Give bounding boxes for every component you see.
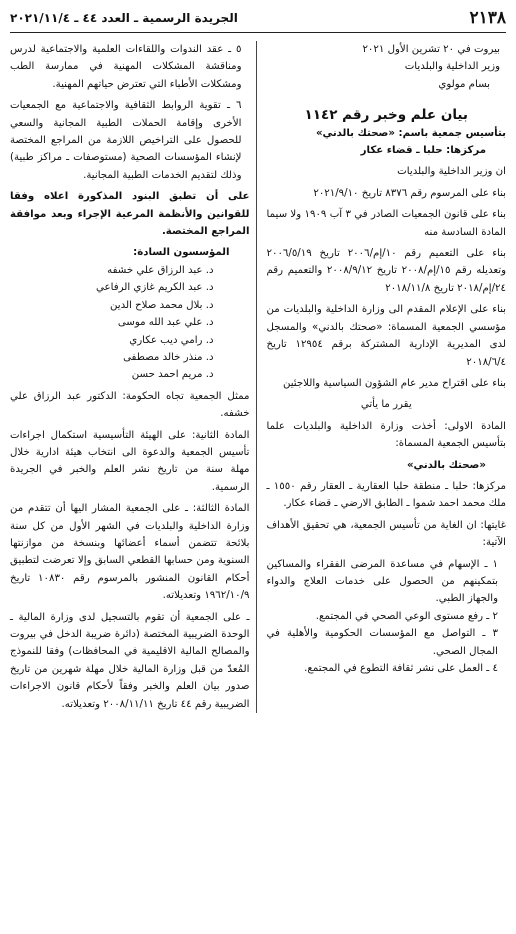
founder-name: د. عبد الرزاق علي خشفه (107, 264, 214, 276)
notice-subtitle: بتأسيس جمعية باسم: «صحتك بالدني» (315, 127, 506, 139)
recital: بناء على المرسوم رقم ٨٣٧٦ تاريخ ٢٠٢١/٩/١٠ (313, 187, 506, 199)
gazette-issue-line: الجريدة الرسمية ـ العدد ٤٤ ـ ٢٠٢١/١١/٤ (10, 11, 238, 25)
notice-title: بيان علم وخبر رقم ١١٤٢ (304, 107, 468, 124)
page-header (10, 8, 506, 33)
recital: بناء على قانون الجمعيات الصادر في ٣ آب ١٩٠٩ ولا سيما المادة السادسة منه (266, 209, 506, 238)
founders-list (10, 244, 250, 383)
decides-heading: يقرر ما يأتي (360, 399, 412, 411)
article-2: المادة الثانية: على الهيئة التأسيسية استكمال اجراءات تأسيس الجمعية والدعوة الى انتخاب هيئة ادارية خلال مهلة سنة من تاريخ نشر العلم والخبر في الجريدة الرسمية. (10, 429, 250, 493)
recital: بناء على التعميم رقم ١٠/إم/٢٠٠٦ تاريخ ٢٠٠٦/٥/١٩ وتعديله رقم ١٥/إم/٢٠٠٨ تاريخ ٢٠٠٨/٩/١٢ والتعميم رقم ٢٤/إم/٢٠١٨ تاريخ ٢٠١٨/١١/٨ (266, 248, 507, 294)
page-number: ٢١٣٨ (469, 8, 506, 28)
founders-title: المؤسسون السادة: (133, 247, 230, 259)
signature-date: بيروت في ٢٠ تشرين الأول ٢٠٢١ (362, 44, 500, 55)
founder-name: د. بلال محمد صلاح الدين (110, 299, 214, 311)
goal-item: ٢ ـ رفع مستوى الوعي الصحي في المجتمع. (315, 610, 498, 622)
two-columns (10, 41, 506, 713)
founder-name: د. علي عبد الله موسى (117, 317, 214, 329)
government-representative: ممثل الجمعية تجاه الحكومة: الدكتور عبد الرزاق علي خشفه. (10, 390, 250, 420)
recital: بناء على الإعلام المقدم الى وزارة الداخلية والبلديات من مؤسسي الجمعية المسماة: «صحتك بالدني» والمسجل لدى المديرية الإدارية المشتركة برقم ١٢٩٥٤ تاريخ ٢٠١٨/٦/٤ (266, 304, 506, 368)
left-column (10, 41, 257, 713)
goal-item: ٤ ـ العمل على نشر ثقافة التطوع في المجتمع. (304, 663, 498, 674)
recital: بناء على اقتراح مدير عام الشؤون السياسية واللاجئين (282, 377, 506, 389)
compliance-clause: على أن تطبق البنود المذكورة اعلاه وفقا للقوانين والأنظمة المرعية الإجراء وبعد موافقة المراجع المختصة. (10, 191, 250, 238)
goal-intro: غايتها: ان الغاية من تأسيس الجمعية، هي تحقيق الأهداف الآتية: (266, 519, 506, 549)
founder-name: د. رامي ديب عكاري (129, 334, 214, 346)
goal-item: ١ ـ الإسهام في مساعدة المرضى الفقراء والمساكين بتمكينهم من الحصول على خدمات العلاج والدواء والجهاز الطبي. (266, 558, 498, 605)
founder-name: د. منذر خالد مصطفى (123, 351, 214, 363)
notice-location: مركزها: حلبا ـ قضاء عكار (360, 145, 486, 157)
minister-intro: ان وزير الداخلية والبلديات (397, 166, 506, 178)
goal-item: ٦ ـ تقوية الروابط الثقافية والاجتماعية مع الجمعيات الأخرى وإقامة الحملات الطبية المجانية والسعي للحصول على التراخيص اللازمة من المراجع المختصة لإنشاء المؤسسات الصحية (مستوصفات ـ مراكز طبية) وذلك لتقديم الخدمات الطبية المجانية. (10, 100, 242, 181)
headquarters: مركزها: حلبا ـ منطقة حلبا العقارية ـ العقار رقم ١٥٥٠ ـ ملك محمد احمد شموا ـ الطابق الارضي ـ قضاء عكار. (266, 480, 506, 510)
signature-block (267, 41, 507, 93)
association-name: «صحتك بالدني» (406, 459, 486, 471)
founder-name: د. عبد الكريم غازي الرفاعي (96, 282, 214, 294)
founder-name: د. مريم احمد حسن (131, 369, 214, 381)
goal-item: ٥ ـ عقد الندوات واللقاءات العلمية والاجتماعية لدرس ومناقشة المشكلات المهنية في ممارسة الطب ومشكلات الأطباء التي تعترض حياتهم المهنية. (10, 44, 242, 90)
goal-item: ٣ ـ التواصل مع المؤسسات الحكومية والأهلية في المجال الصحي. (266, 628, 498, 657)
right-column (262, 41, 507, 713)
article-1: المادة الاولى: أخذت وزارة الداخلية والبلديات علما بتأسيس الجمعية المسماة: (266, 420, 506, 450)
tax-registration-clause: ـ على الجمعية أن تقوم بالتسجيل لدى وزارة المالية ـ الوحدة الضريبية المختصة (دائرة ضريبة الدخل في بيروت والمصالح المالية الاقليمية في المحافظات) وفقا للنموذج المُعدّ من قبل وزارة المالية خلال مهلة شهرين من تاريخ صدور بيان العلم والخبر وفقاً لأحكام قانون الاجراءات الضريبية رقم ٤٤ تاريخ ٢٠٠٨/١١/١١ وتعديلاته. (10, 611, 250, 710)
article-3: المادة الثالثة: ـ على الجمعية المشار اليها أن تتقدم من وزارة الداخلية والبلديات في الشهر الأول من كل سنة بلائحة تتضمن أسماء أعضائها وبنسخة من موازنتها السنوية ومن حسابها القطعي السابق وإلا تعرضت لتطبيق أحكام القانون المنشور بالمرسوم رقم ١٠٨٣٠ تاريخ ١٩٦٢/١٠/٩ وتعديلاته. (10, 503, 250, 602)
signature-title: وزير الداخلية والبلديات (404, 61, 500, 73)
signature-name: بسام مولوي (438, 78, 490, 90)
